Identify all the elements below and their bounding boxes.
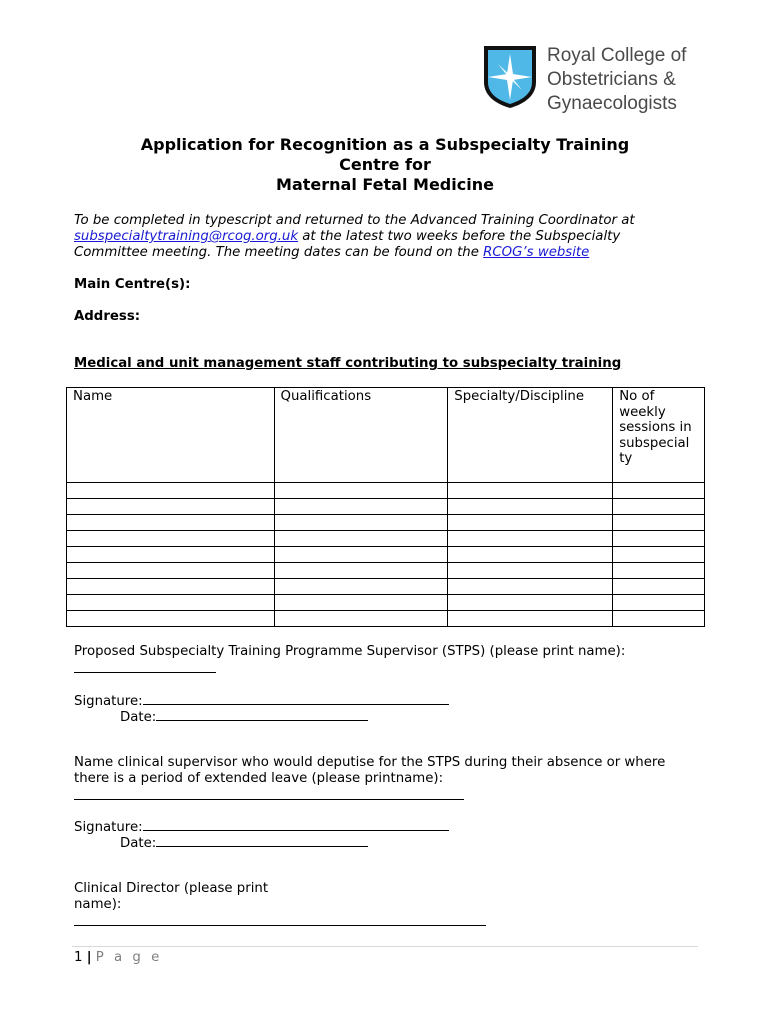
table-cell[interactable] [274, 483, 448, 499]
clinical-director-name-line[interactable] [74, 913, 486, 926]
deputy-name-line[interactable] [74, 787, 464, 800]
rcog-website-link[interactable]: RCOG’s website [483, 245, 590, 260]
intro-text-cont: at the latest two weeks before the Subspecialty Committee meeting. The meeting dates can be found on the [74, 229, 621, 260]
stps-signature-label: Signature: [74, 694, 143, 709]
table-cell[interactable] [67, 611, 275, 627]
table-cell[interactable] [67, 499, 275, 515]
deputy-date-label: Date: [120, 836, 157, 851]
table-cell[interactable] [613, 595, 705, 611]
table-cell[interactable] [67, 579, 275, 595]
table-cell[interactable] [67, 531, 275, 547]
table-cell[interactable] [613, 611, 705, 627]
table-row [67, 547, 705, 563]
staff-table [66, 387, 705, 627]
table-row [67, 483, 705, 499]
deputy-date-field [74, 834, 740, 852]
document-title: Application for Recognition as a Subspecialty Training Centre for Maternal Fetal Medicine [140, 135, 630, 194]
table-cell[interactable] [613, 483, 705, 499]
table-row [67, 499, 705, 515]
footer-divider [72, 946, 698, 947]
logo-wordmark: Royal College of Obstetricians & Gynaecologists [547, 45, 687, 114]
table-cell[interactable] [274, 611, 448, 627]
page-number: 1 [74, 950, 83, 965]
staff-section-heading: Medical and unit management staff contributing to subspecialty training [74, 356, 622, 371]
deputy-label: Name clinical supervisor who would deputise for the STPS during their absence or where there is a period of extended leave (please printname): [74, 755, 666, 786]
table-cell[interactable] [274, 547, 448, 563]
column-header-specialty: Specialty/Discipline [448, 388, 613, 483]
stps-date-field [74, 708, 740, 726]
table-cell[interactable] [613, 531, 705, 547]
table-cell[interactable] [67, 547, 275, 563]
clinical-director-field [74, 881, 314, 931]
page-word: P a g e [95, 950, 163, 965]
footer-separator: | [86, 950, 92, 965]
table-cell[interactable] [448, 483, 613, 499]
table-cell[interactable] [67, 563, 275, 579]
table-cell[interactable] [274, 579, 448, 595]
column-header-qualifications: Qualifications [274, 388, 448, 483]
table-cell[interactable] [67, 595, 275, 611]
table-cell[interactable] [448, 499, 613, 515]
deputy-signature-line[interactable] [143, 818, 449, 831]
table-cell[interactable] [448, 611, 613, 627]
table-cell[interactable] [613, 547, 705, 563]
table-row [67, 611, 705, 627]
stps-field [74, 644, 634, 678]
table-row [67, 595, 705, 611]
deputy-date-line[interactable] [156, 834, 368, 847]
table-row [67, 531, 705, 547]
table-cell[interactable] [448, 579, 613, 595]
table-row [67, 515, 705, 531]
table-cell[interactable] [448, 595, 613, 611]
table-cell[interactable] [274, 595, 448, 611]
main-centre-label: Main Centre(s): [74, 277, 191, 292]
table-cell[interactable] [448, 563, 613, 579]
table-cell[interactable] [613, 579, 705, 595]
rcog-logo [482, 44, 702, 112]
stps-signature-line[interactable] [143, 692, 449, 705]
column-header-name: Name [67, 388, 275, 483]
stps-date-line[interactable] [156, 708, 368, 721]
deputy-signature-label: Signature: [74, 820, 143, 835]
table-cell[interactable] [274, 531, 448, 547]
stps-label: Proposed Subspecialty Training Programme Supervisor (STPS) (please print name): [74, 644, 626, 659]
table-cell[interactable] [274, 563, 448, 579]
table-row [67, 579, 705, 595]
table-cell[interactable] [613, 499, 705, 515]
column-header-sessions: No of weekly sessions in subspecial ty [613, 388, 705, 483]
stps-date-label: Date: [120, 710, 157, 725]
table-cell[interactable] [448, 515, 613, 531]
intro-paragraph [74, 213, 694, 261]
address-label: Address: [74, 309, 141, 324]
email-link[interactable]: subspecialtytraining@rcog.org.uk [74, 229, 299, 244]
table-cell[interactable] [448, 531, 613, 547]
table-cell[interactable] [67, 483, 275, 499]
clinical-director-label: Clinical Director (please print name): [74, 881, 269, 912]
intro-text: To be completed in typescript and returned to the Advanced Training Coordinator at [74, 213, 635, 228]
table-cell[interactable] [274, 499, 448, 515]
table-header-row [67, 388, 705, 483]
table-cell[interactable] [613, 515, 705, 531]
table-cell[interactable] [274, 515, 448, 531]
table-cell[interactable] [448, 547, 613, 563]
deputy-field [74, 755, 674, 805]
stps-name-line[interactable] [74, 660, 216, 673]
table-cell[interactable] [613, 563, 705, 579]
page-footer [74, 950, 162, 965]
table-cell[interactable] [67, 515, 275, 531]
compass-star-shield-icon [482, 44, 538, 110]
table-row [67, 563, 705, 579]
